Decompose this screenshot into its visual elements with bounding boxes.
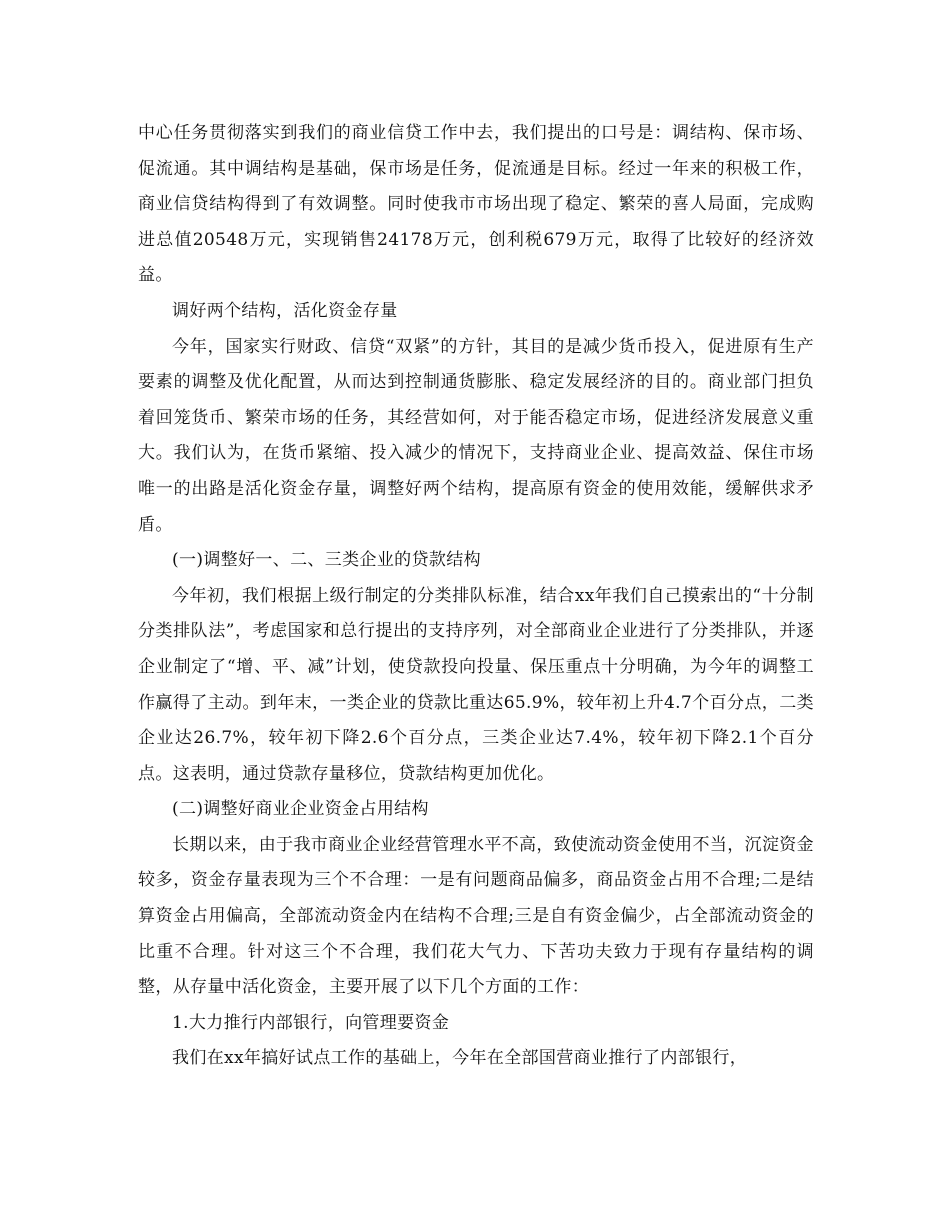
paragraph-three-irrationalities: 长期以来，由于我市商业企业经营管理水平不高，致使流动资金使用不当，沉淀资金较多，资金存量表现为三个不合理：一是有问题商品偏多，商品资金占用不合理;二是结算资金占用偏高，全部流动资金内在结构不合理;三是自有资金偏少，占全部流动资金的比重不合理。针对这三个不合理，我们花大气力、下苦功夫致力于现有存量结构的调整，从存量中活化资金，主要开展了以下几个方面的工作：	[138, 834, 814, 998]
subheading-loan-structure: (一)调整好一、二、三类企业的贷款结构	[172, 550, 481, 571]
subheading-internal-bank: 1.大力推行内部银行，向管理要资金	[172, 1012, 450, 1033]
paragraph-internal-bank-start: 我们在xx年搞好试点工作的基础上，今年在全部国营商业推行了内部银行，	[172, 1048, 748, 1069]
document-body	[138, 116, 814, 1077]
subheading-fund-occupation-structure: (二)调整好商业企业资金占用结构	[172, 799, 429, 820]
paragraph-continuation: 中心任务贯彻落实到我们的商业信贷工作中去，我们提出的口号是：调结构、保市场、促流通。其中调结构是基础，保市场是任务，促流通是目标。经过一年来的积极工作，商业信贷结构得到了有效调整。同时使我市市场出现了稳定、繁荣的喜人局面，完成购进总值20548万元，实现销售24178万元，创利税679万元，取得了比较好的经济效益。	[138, 123, 814, 286]
section-heading-two-structures: 调好两个结构，活化资金存量	[172, 300, 398, 321]
paragraph-classification-ranking: 今年初，我们根据上级行制定的分类排队标准，结合xx年我们自己摸索出的“十分制分类排队法”，考虑国家和总行提出的支持序列，对全部商业企业进行了分类排队，并逐企业制定了“增、平、减”计划，使贷款投向投量、保压重点十分明确，为今年的调整工作赢得了主动。到年末，一类企业的贷款比重达65.9%，较年初上升4.7个百分点，二类企业达26.7%，较年初下降2.6个百分点，三类企业达7.4%，较年初下降2.1个百分点。这表明，通过贷款存量移位，贷款结构更加优化。	[138, 585, 814, 784]
paragraph-double-tight-policy: 今年，国家实行财政、信贷“双紧”的方针，其目的是减少货币投入，促进原有生产要素的调整及优化配置，从而达到控制通货膨胀、稳定发展经济的目的。商业部门担负着回笼货币、繁荣市场的任务，其经营如何，对于能否稳定市场，促进经济发展意义重大。我们认为，在货币紧缩、投入减少的情况下，支持商业企业、提高效益、保住市场唯一的出路是活化资金存量，调整好两个结构，提高原有资金的使用效能，缓解供求矛盾。	[138, 336, 814, 535]
